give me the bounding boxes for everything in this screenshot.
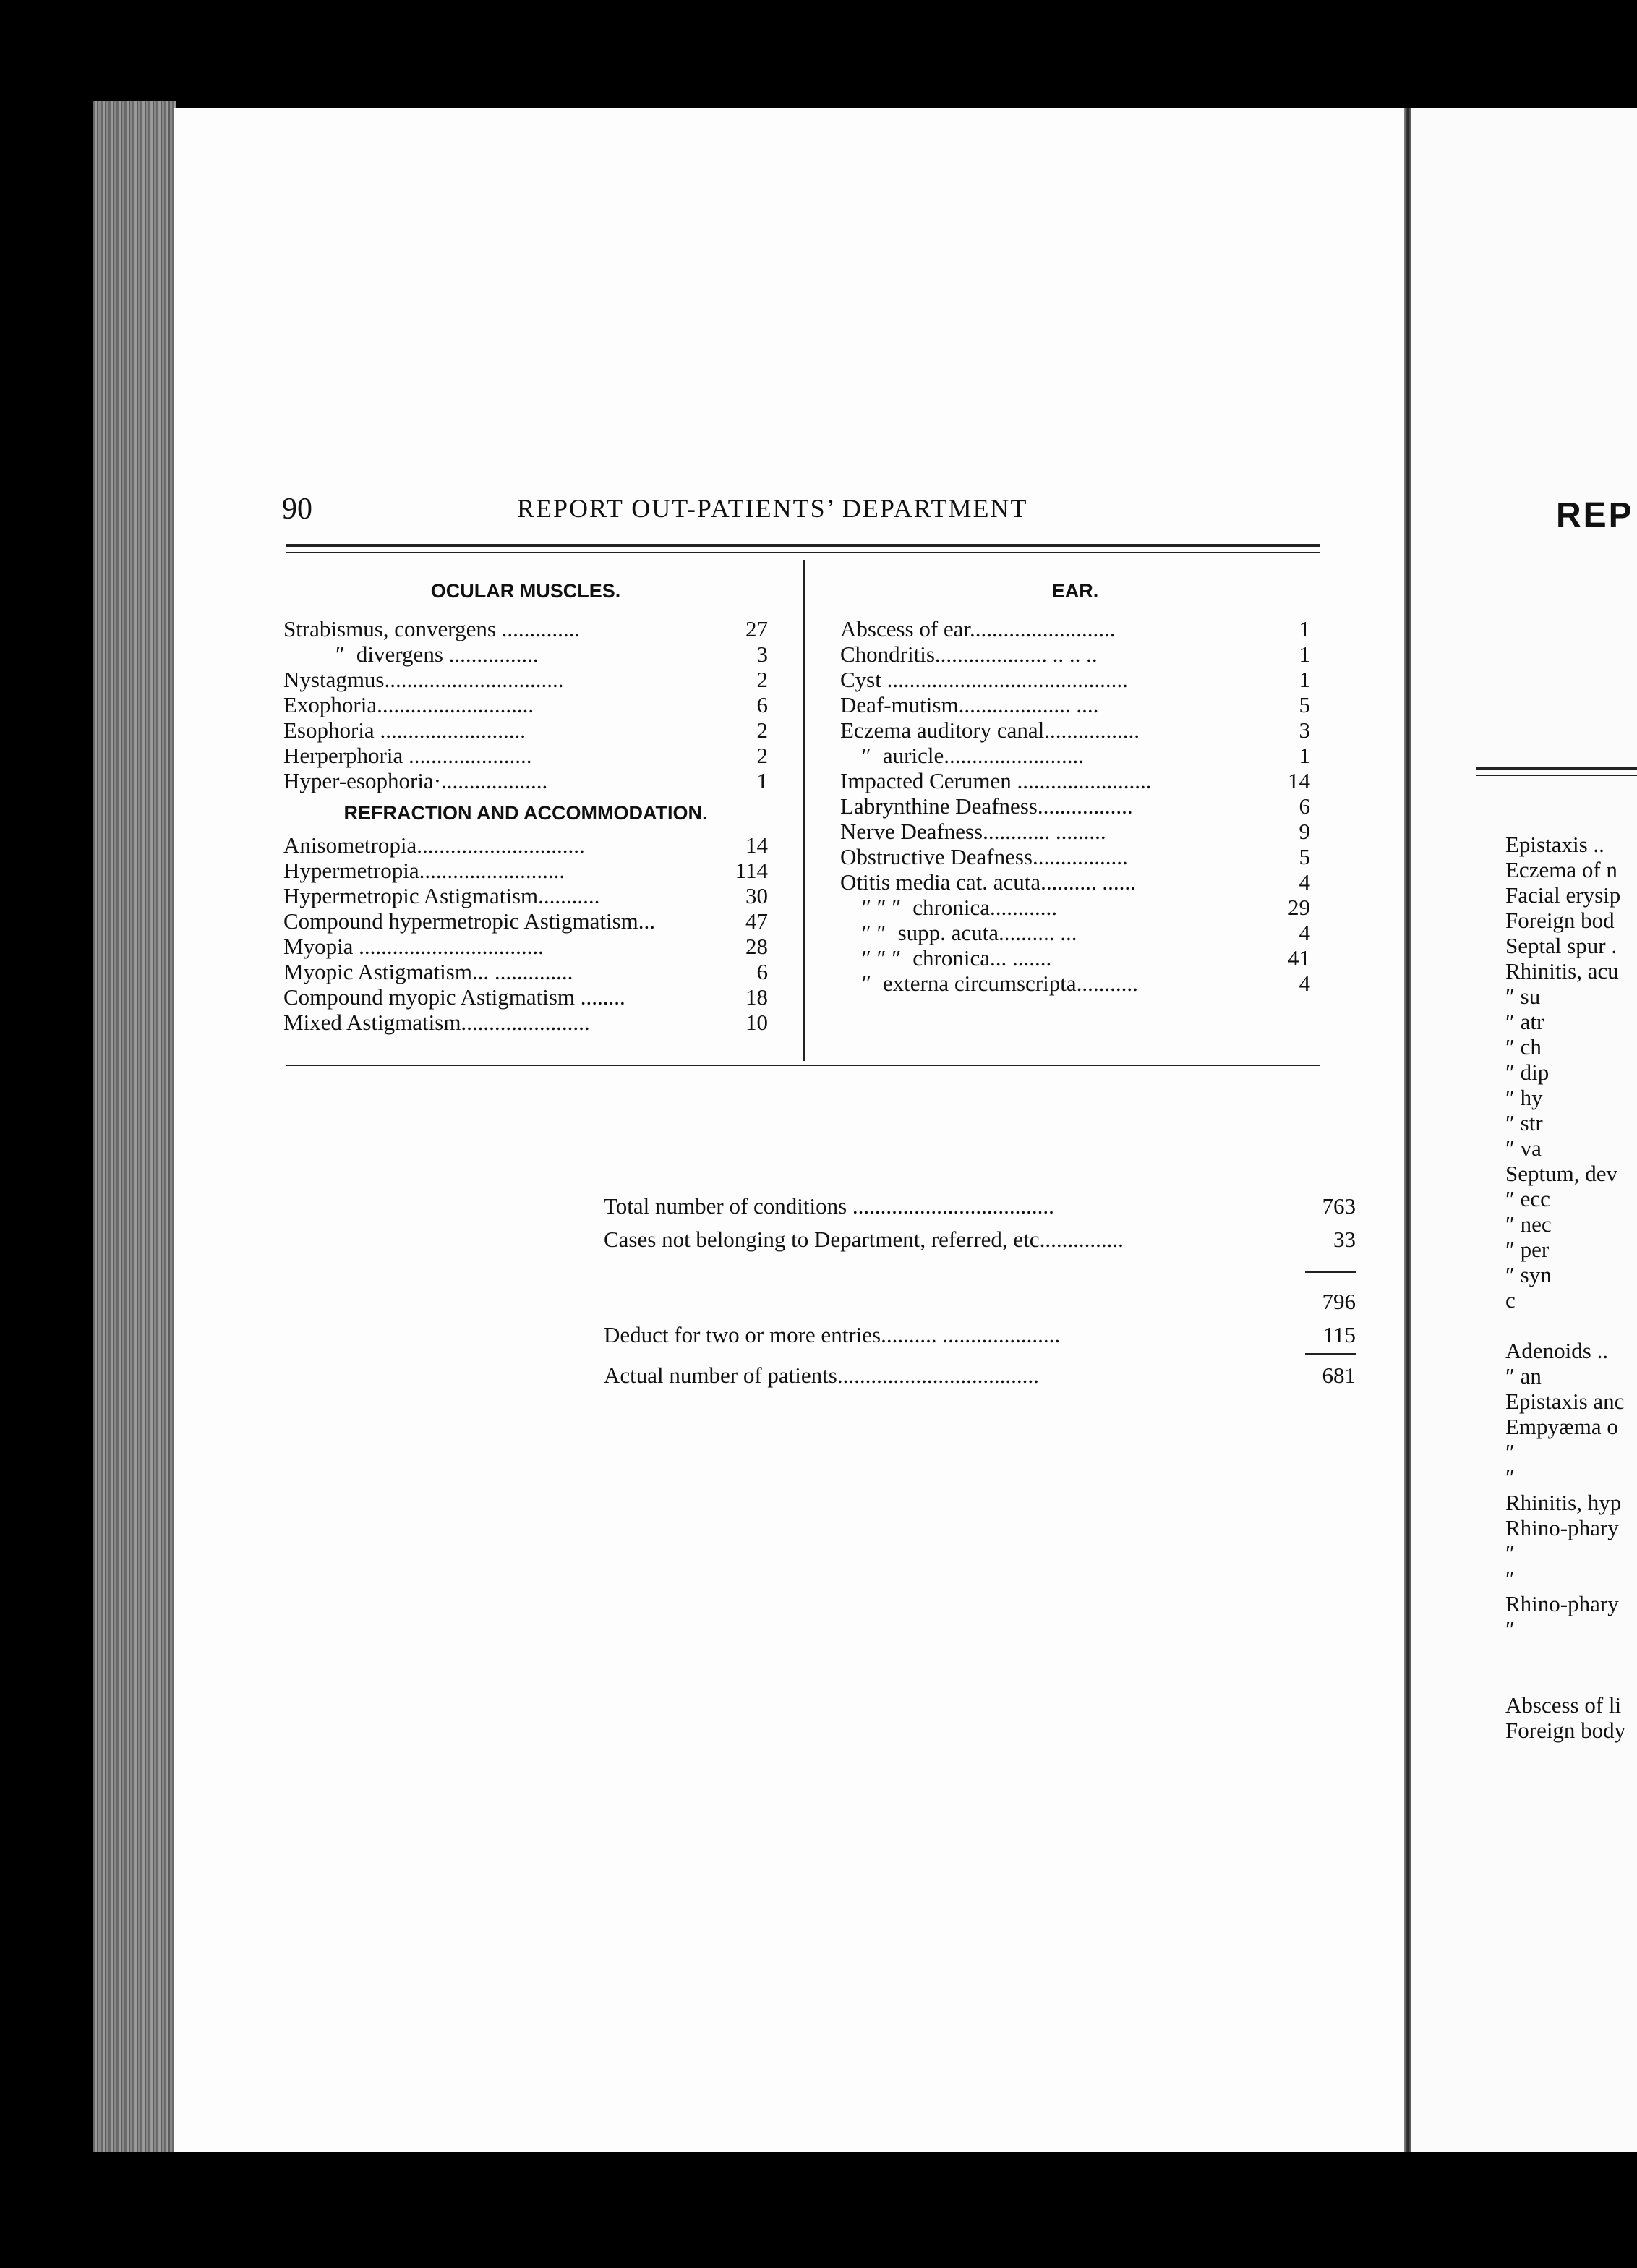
actual-row bbox=[604, 1359, 1356, 1392]
ocular-item-label bbox=[283, 692, 534, 717]
ocular-item-label bbox=[283, 743, 532, 768]
right-page-line bbox=[1505, 1667, 1625, 1692]
refraction-item-row bbox=[283, 1010, 768, 1035]
right-page-line: ″ per bbox=[1505, 1237, 1550, 1262]
ear-item-text: Otitis media cat. acuta.......... ...... bbox=[840, 869, 1136, 895]
ear-item-row bbox=[840, 641, 1310, 667]
ocular-item-label bbox=[283, 717, 526, 743]
ear-item-count: 41 bbox=[1288, 945, 1310, 971]
right-page-line: Foreign bod bbox=[1505, 908, 1615, 933]
right-page-line: ″ bbox=[1505, 1616, 1515, 1642]
not-belonging-row bbox=[604, 1223, 1356, 1256]
total-conditions-row bbox=[604, 1190, 1356, 1223]
right-page-line: Rhino-phary bbox=[1505, 1591, 1619, 1616]
refraction-item-row bbox=[283, 858, 768, 883]
ear-item-label bbox=[840, 945, 1051, 971]
subtotal-row bbox=[604, 1285, 1356, 1318]
right-page-line: ″ bbox=[1505, 1439, 1515, 1465]
ear-item-text: Chondritis.................... .. .. .. bbox=[840, 641, 1098, 667]
ear-item-row bbox=[840, 616, 1310, 641]
ear-item-count: 4 bbox=[1299, 869, 1310, 895]
right-page-line: ″ syn bbox=[1505, 1262, 1552, 1287]
refraction-item-text: Anisometropia.............................. bbox=[283, 832, 585, 858]
right-page-line: ″ bbox=[1505, 1566, 1515, 1591]
refraction-item-label bbox=[283, 984, 625, 1010]
ear-item-label bbox=[840, 793, 1133, 819]
ear-heading: EAR. bbox=[1051, 580, 1099, 602]
right-page-line: ″ str bbox=[1505, 1110, 1543, 1135]
ear-item-row bbox=[840, 768, 1310, 793]
ocular-column bbox=[283, 579, 768, 1035]
ear-item-row bbox=[840, 895, 1310, 920]
header-rule-bottom bbox=[286, 552, 1320, 553]
right-page-line: Septum, dev bbox=[1505, 1161, 1617, 1186]
ear-item-label bbox=[840, 869, 1136, 895]
right-page-line: Abscess of li bbox=[1505, 1692, 1622, 1718]
ear-item-text: supp. acuta.......... ... bbox=[897, 920, 1077, 945]
refraction-heading: REFRACTION AND ACCOMMODATION. bbox=[343, 802, 708, 824]
refraction-item-label bbox=[283, 883, 599, 908]
ear-item-text: Deaf-mutism.................... .... bbox=[840, 692, 1099, 717]
ditto-mark: ″ bbox=[860, 743, 870, 768]
right-page-line: ″ hy bbox=[1505, 1085, 1543, 1110]
right-page-line: Facial erysip bbox=[1505, 882, 1621, 908]
refraction-item-text: Hypermetropic Astigmatism........... bbox=[283, 883, 600, 908]
not-belonging-label: Cases not belonging to Department, referred, etc............... bbox=[604, 1227, 1124, 1252]
ear-item-text: Eczema auditory canal................. bbox=[840, 717, 1140, 743]
ear-item-row bbox=[840, 920, 1310, 945]
right-page-line: Rhino-phary bbox=[1505, 1515, 1619, 1540]
ear-item-row bbox=[840, 819, 1310, 844]
right-page-line: ″ bbox=[1505, 1540, 1515, 1566]
ear-column bbox=[840, 579, 1310, 996]
right-rule-top bbox=[1476, 767, 1637, 770]
total-conditions-value: 763 bbox=[1322, 1193, 1356, 1219]
ear-item-text: Impacted Cerumen ........................ bbox=[840, 768, 1152, 793]
ocular-item-label bbox=[283, 641, 539, 667]
right-page-list bbox=[1505, 832, 1625, 1743]
refraction-item-label bbox=[283, 832, 585, 858]
ear-item-label bbox=[840, 971, 1138, 996]
refraction-item-count: 114 bbox=[735, 858, 768, 883]
ear-item-text: auricle......................... bbox=[882, 743, 1084, 768]
refraction-item-row bbox=[283, 959, 768, 984]
ear-item-count: 5 bbox=[1299, 692, 1310, 717]
right-rule-bottom bbox=[1476, 775, 1637, 776]
ear-item-text: Abscess of ear.......................... bbox=[840, 616, 1116, 641]
ear-item-count: 14 bbox=[1288, 768, 1310, 793]
ear-item-count: 4 bbox=[1299, 971, 1310, 996]
right-page-line: Adenoids .. bbox=[1505, 1338, 1609, 1363]
right-page-line: Septal spur . bbox=[1505, 933, 1617, 958]
right-page-line: ″ va bbox=[1505, 1135, 1542, 1161]
not-belonging-value: 33 bbox=[1333, 1227, 1356, 1252]
right-page-line: ″ ch bbox=[1505, 1034, 1542, 1060]
total-conditions-label: Total number of conditions .................................... bbox=[604, 1193, 1054, 1219]
ear-item-count: 6 bbox=[1299, 793, 1310, 819]
ear-item-count: 4 bbox=[1299, 920, 1310, 945]
refraction-item-count: 10 bbox=[745, 1010, 768, 1035]
ear-item-text: Labrynthine Deafness................. bbox=[840, 793, 1133, 819]
ocular-item-row bbox=[283, 717, 768, 743]
ear-item-text: Cyst ........................................... bbox=[840, 667, 1128, 692]
refraction-item-count: 14 bbox=[745, 832, 768, 858]
ear-item-label bbox=[840, 844, 1128, 869]
ditto-mark: ″ ″ ″ bbox=[860, 895, 900, 920]
ocular-item-count: 3 bbox=[756, 641, 768, 667]
table-bottom-rule bbox=[286, 1065, 1320, 1066]
actual-label: Actual number of patients.................................... bbox=[604, 1363, 1039, 1388]
refraction-item-label bbox=[283, 908, 655, 934]
right-page-line: Foreign body bbox=[1505, 1718, 1626, 1743]
subtotal-value: 796 bbox=[1322, 1289, 1356, 1314]
ear-list bbox=[840, 616, 1310, 996]
ear-item-label bbox=[840, 920, 1077, 945]
refraction-item-text: Compound myopic Astigmatism ........ bbox=[283, 984, 625, 1010]
refraction-item-text: Myopia ................................. bbox=[283, 934, 544, 959]
ocular-item-row bbox=[283, 692, 768, 717]
ocular-item-label bbox=[283, 768, 547, 793]
ocular-item-row bbox=[283, 768, 768, 793]
ear-item-label bbox=[840, 743, 1084, 768]
page-header bbox=[174, 492, 1404, 528]
running-head: REPORT OUT-PATIENTS’ DEPARTMENT bbox=[517, 494, 1028, 523]
right-page bbox=[1411, 108, 1637, 2152]
right-page-line bbox=[1505, 1642, 1625, 1667]
deduct-row bbox=[604, 1318, 1356, 1352]
actual-value: 681 bbox=[1322, 1363, 1356, 1388]
ocular-item-row bbox=[283, 667, 768, 692]
refraction-item-text: Compound hypermetropic Astigmatism... bbox=[283, 908, 656, 934]
refraction-item-row bbox=[283, 883, 768, 908]
ear-item-label bbox=[840, 667, 1128, 692]
sum-rule bbox=[1305, 1271, 1356, 1273]
right-page-line bbox=[1505, 1313, 1625, 1338]
column-divider bbox=[803, 560, 805, 1061]
ear-item-count: 3 bbox=[1299, 717, 1310, 743]
right-page-line: ″ su bbox=[1505, 984, 1541, 1009]
ear-item-label bbox=[840, 895, 1057, 920]
right-page-line: ″ atr bbox=[1505, 1009, 1544, 1034]
ocular-item-count: 2 bbox=[756, 667, 768, 692]
ocular-item-text: Esophoria .......................... bbox=[283, 717, 526, 743]
ocular-item-label bbox=[283, 616, 580, 641]
deduct-value: 115 bbox=[1322, 1322, 1356, 1347]
ocular-item-text: Strabismus, convergens .............. bbox=[283, 616, 581, 641]
ear-item-count: 1 bbox=[1299, 667, 1310, 692]
refraction-item-label bbox=[283, 959, 573, 984]
right-page-line: ″ an bbox=[1505, 1363, 1542, 1389]
ocular-item-row bbox=[283, 616, 768, 641]
ear-item-row bbox=[840, 692, 1310, 717]
ditto-mark: ″ bbox=[334, 641, 343, 667]
right-page-title: REP bbox=[1556, 496, 1634, 534]
refraction-item-count: 30 bbox=[745, 883, 768, 908]
ocular-item-count: 2 bbox=[756, 743, 768, 768]
ear-item-text: Nerve Deafness............ ......... bbox=[840, 819, 1106, 844]
refraction-item-label bbox=[283, 934, 544, 959]
ear-item-label bbox=[840, 692, 1098, 717]
ear-item-row bbox=[840, 844, 1310, 869]
refraction-item-count: 6 bbox=[756, 959, 768, 984]
ear-item-row bbox=[840, 717, 1310, 743]
ear-item-text: chronica... ....... bbox=[912, 945, 1052, 971]
refraction-item-text: Mixed Astigmatism....................... bbox=[283, 1010, 590, 1035]
ear-item-count: 5 bbox=[1299, 844, 1310, 869]
right-page-line: Rhinitis, hyp bbox=[1505, 1490, 1622, 1515]
ocular-item-label bbox=[283, 667, 564, 692]
right-page-line: c bbox=[1505, 1287, 1516, 1313]
ocular-item-text: Herperphoria ...................... bbox=[283, 743, 532, 768]
ear-item-count: 9 bbox=[1299, 819, 1310, 844]
ocular-heading: OCULAR MUSCLES. bbox=[430, 580, 621, 602]
ocular-item-text: Exophoria............................ bbox=[283, 692, 534, 717]
refraction-item-row bbox=[283, 934, 768, 959]
ditto-mark: ″ bbox=[860, 971, 870, 996]
ear-item-label bbox=[840, 717, 1140, 743]
deduct-label: Deduct for two or more entries.......... ..................... bbox=[604, 1322, 1061, 1347]
ear-item-count: 1 bbox=[1299, 743, 1310, 768]
refraction-item-text: Hypermetropia.......................... bbox=[283, 858, 565, 883]
ear-item-label bbox=[840, 819, 1106, 844]
book-page-edges bbox=[93, 101, 176, 2152]
ear-item-row bbox=[840, 869, 1310, 895]
ocular-item-text: Nystagmus................................ bbox=[283, 667, 564, 692]
right-page-line: Epistaxis .. bbox=[1505, 832, 1604, 857]
left-page bbox=[174, 108, 1404, 2152]
ear-item-text: Obstructive Deafness................. bbox=[840, 844, 1128, 869]
refraction-item-label bbox=[283, 1010, 590, 1035]
right-page-line: Empyæma o bbox=[1505, 1414, 1618, 1439]
ocular-item-row bbox=[283, 743, 768, 768]
right-page-line: Rhinitis, acu bbox=[1505, 958, 1619, 984]
ocular-item-count: 1 bbox=[756, 768, 768, 793]
right-page-line: Eczema of n bbox=[1505, 857, 1617, 882]
ocular-item-text: divergens ................ bbox=[356, 641, 539, 667]
ear-item-text: chronica............ bbox=[912, 895, 1057, 920]
refraction-item-count: 18 bbox=[745, 984, 768, 1010]
header-rule-top bbox=[286, 544, 1320, 547]
ear-item-label bbox=[840, 641, 1098, 667]
right-page-line: ″ nec bbox=[1505, 1211, 1552, 1237]
refraction-item-label bbox=[283, 858, 565, 883]
ear-item-row bbox=[840, 743, 1310, 768]
ear-item-label bbox=[840, 768, 1151, 793]
ear-item-count: 29 bbox=[1288, 895, 1310, 920]
ditto-mark: ″ ″ ″ bbox=[860, 945, 900, 971]
right-page-line: ″ bbox=[1505, 1465, 1515, 1490]
ear-item-count: 1 bbox=[1299, 616, 1310, 641]
right-page-line: Epistaxis anc bbox=[1505, 1389, 1625, 1414]
ear-item-count: 1 bbox=[1299, 641, 1310, 667]
ear-item-label bbox=[840, 616, 1116, 641]
ocular-item-row bbox=[283, 641, 768, 667]
ear-item-text: externa circumscripta........... bbox=[882, 971, 1138, 996]
refraction-list bbox=[283, 832, 768, 1035]
ear-item-row bbox=[840, 971, 1310, 996]
refraction-item-count: 47 bbox=[745, 908, 768, 934]
right-page-line: ″ dip bbox=[1505, 1060, 1550, 1085]
ear-item-row bbox=[840, 667, 1310, 692]
book-gutter bbox=[1404, 108, 1411, 2152]
ear-item-row bbox=[840, 793, 1310, 819]
ocular-item-count: 27 bbox=[745, 616, 768, 641]
right-page-line: ″ ecc bbox=[1505, 1186, 1550, 1211]
ocular-item-text: Hyper-esophoria·................... bbox=[283, 768, 548, 793]
totals-block bbox=[604, 1190, 1356, 1392]
refraction-item-row bbox=[283, 908, 768, 934]
refraction-item-count: 28 bbox=[745, 934, 768, 959]
ear-item-row bbox=[840, 945, 1310, 971]
page-number: 90 bbox=[282, 493, 312, 526]
ocular-item-count: 2 bbox=[756, 717, 768, 743]
refraction-item-row bbox=[283, 984, 768, 1010]
ocular-list bbox=[283, 616, 768, 793]
ocular-item-count: 6 bbox=[756, 692, 768, 717]
result-rule bbox=[1305, 1353, 1356, 1355]
refraction-item-row bbox=[283, 832, 768, 858]
refraction-item-text: Myopic Astigmatism... .............. bbox=[283, 959, 573, 984]
ditto-mark: ″ ″ bbox=[860, 920, 885, 945]
